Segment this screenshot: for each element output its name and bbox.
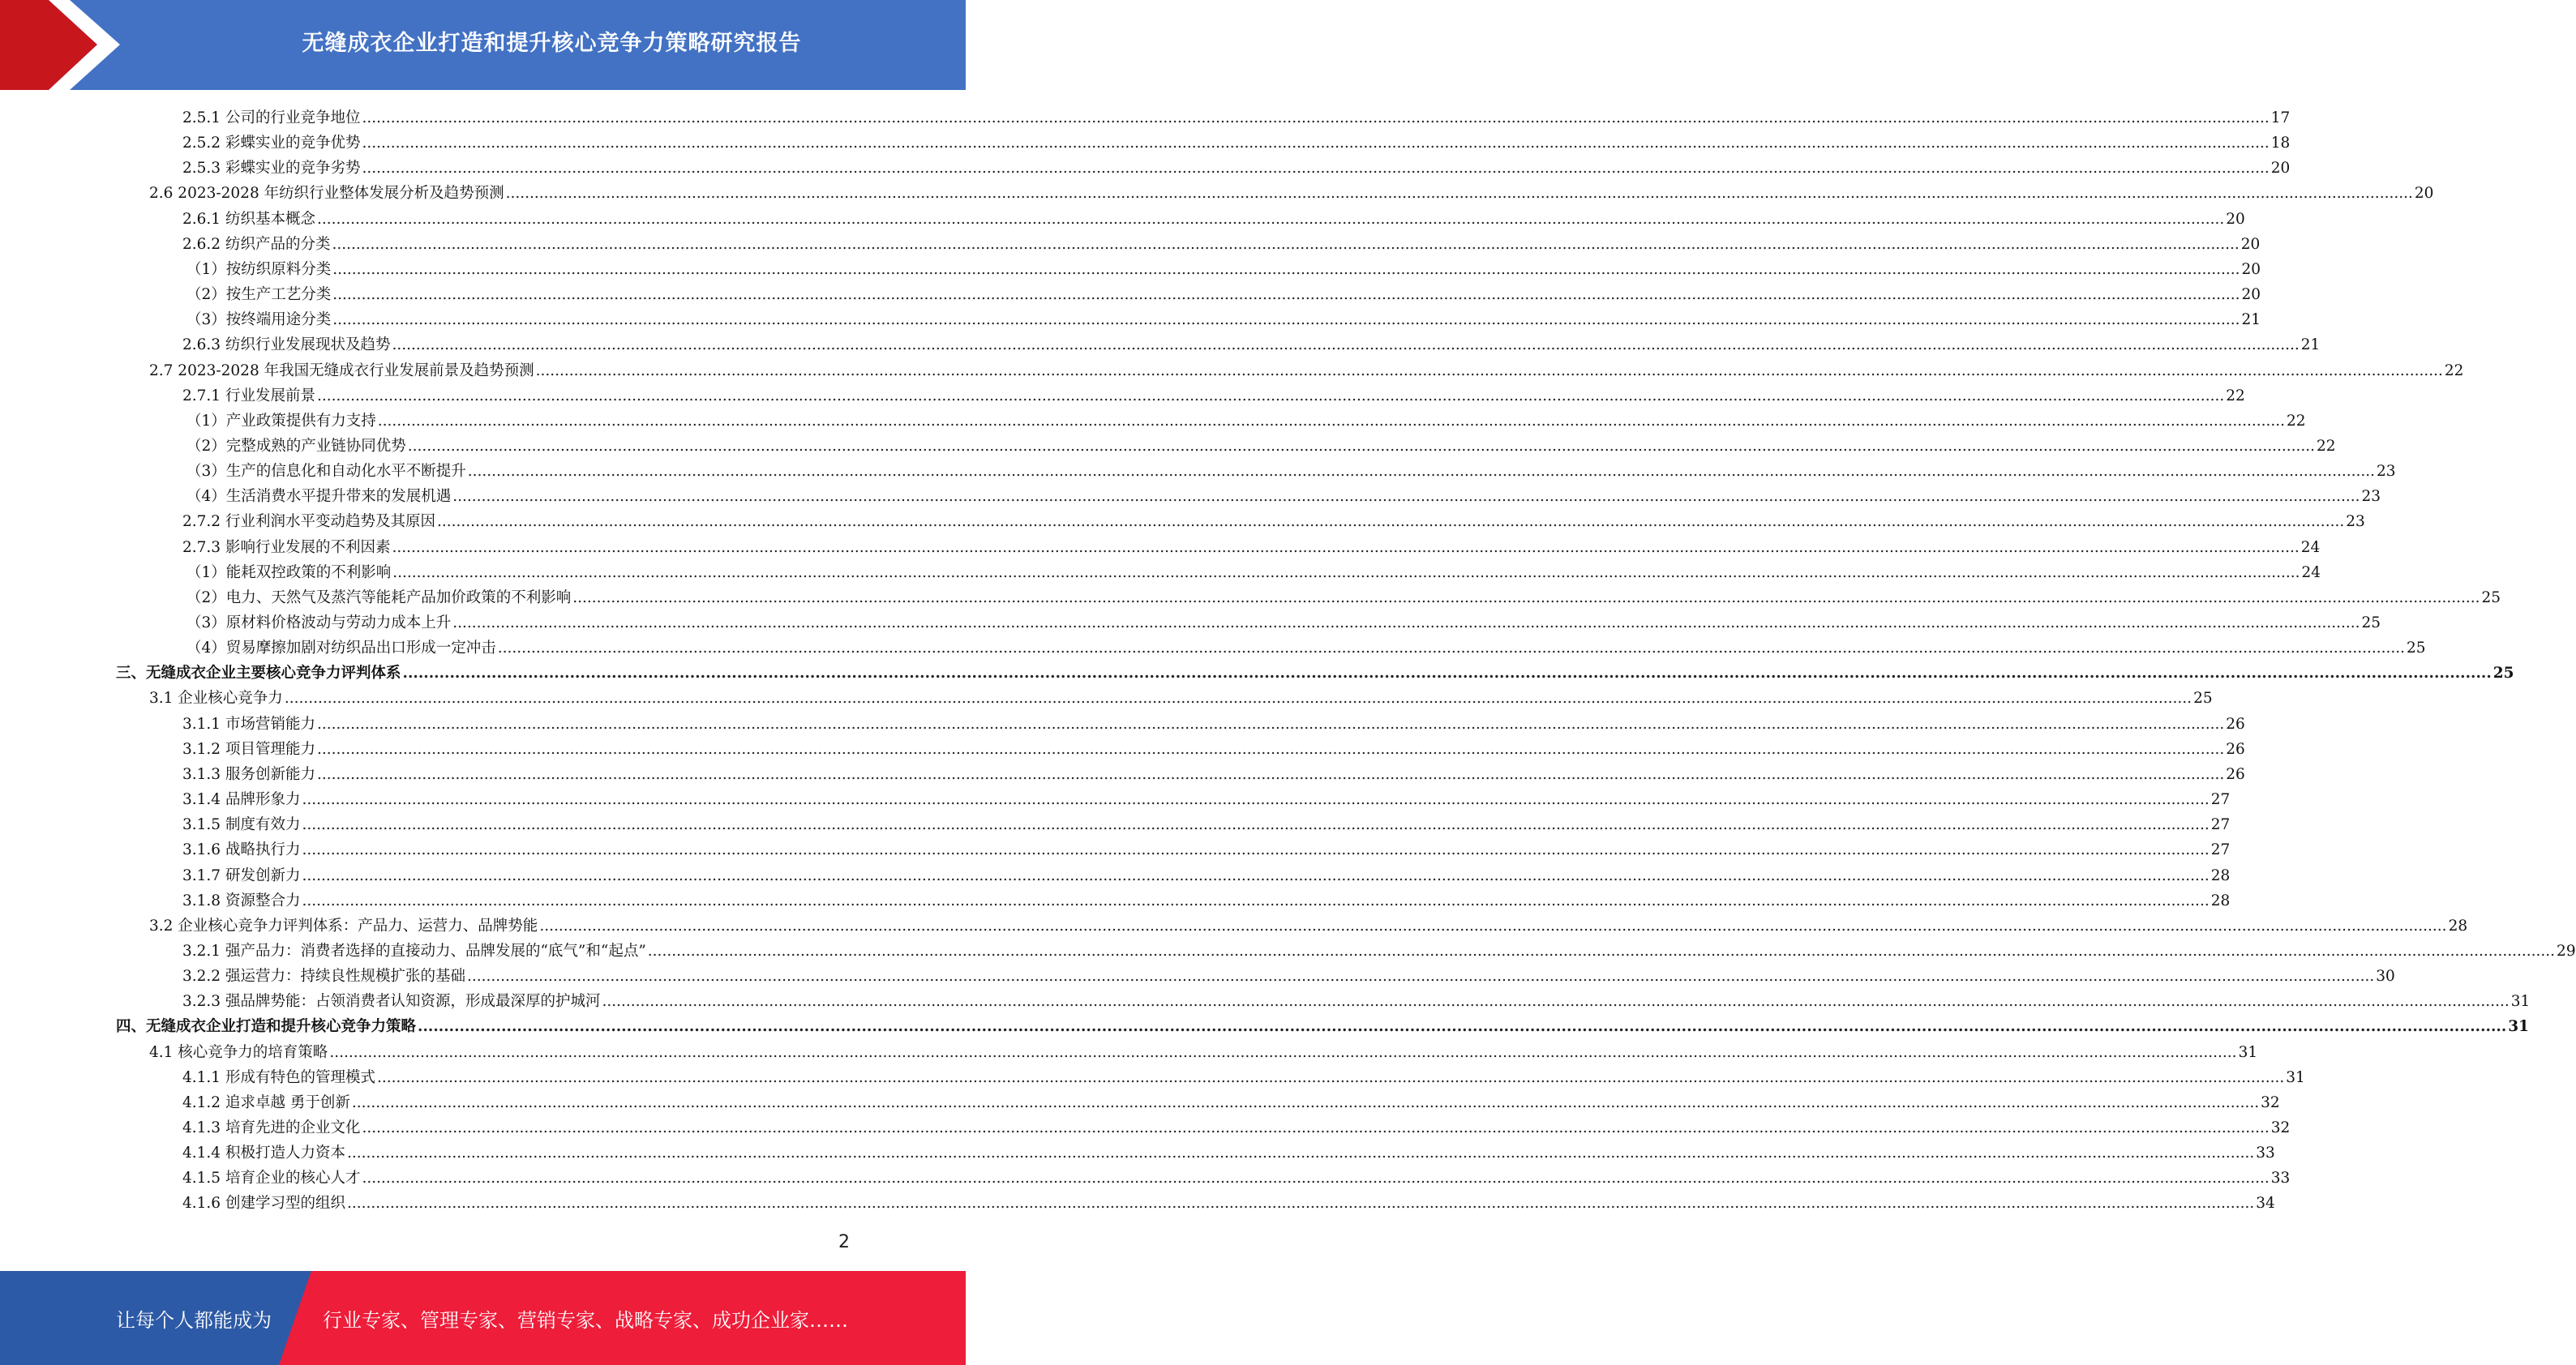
toc-entry-leader: ................................................................................................................................................................................................................................................................................................................................................................................................................ <box>302 892 2210 909</box>
toc-entry-page: 22 <box>2226 387 2245 404</box>
toc-entry-label: 3.2.1 强产品力：消费者选择的直接动力、品牌发展的“底气”和“起点” <box>182 942 646 960</box>
toc-entry-page: 22 <box>2287 412 2306 430</box>
toc-entry-label: 3.1.3 服务创新能力 <box>182 765 315 783</box>
toc-entry-label: 3.2 企业核心竞争力评判体系：产品力、运营力、品牌势能 <box>149 917 538 935</box>
toc-entry[interactable] <box>182 886 2231 911</box>
toc-entry-page: 28 <box>2210 866 2231 884</box>
toc-entry[interactable] <box>149 683 2213 708</box>
toc-entry-leader: ................................................................................................................................................................................................................................................................................................................................................................................................................ <box>362 1170 2270 1187</box>
toc-entry-page: 31 <box>2508 1018 2530 1036</box>
toc-entry-page: 23 <box>2361 488 2381 506</box>
toc-entry-page: 27 <box>2210 841 2231 859</box>
toc-entry-leader: ................................................................................................................................................................................................................................................................................................................................................................................................................ <box>466 968 2375 986</box>
toc-entry-label: 3.1.6 战略执行力 <box>182 841 301 859</box>
toc-entry-label: 3.1.7 研发创新力 <box>182 866 301 884</box>
toc-entry[interactable] <box>182 1063 2305 1088</box>
toc-entry[interactable] <box>182 709 2245 734</box>
toc-entry[interactable] <box>116 658 2514 683</box>
toc-entry-leader: ................................................................................................................................................................................................................................................................................................................................................................................................................ <box>302 816 2210 834</box>
toc-entry-page: 22 <box>2317 437 2336 455</box>
toc-entry-page: 20 <box>2241 260 2261 278</box>
toc-entry[interactable] <box>182 835 2231 860</box>
toc-entry-leader: ................................................................................................................................................................................................................................................................................................................................................................................................................ <box>362 160 2270 178</box>
toc-entry-page: 31 <box>2510 993 2531 1011</box>
toc-entry[interactable] <box>149 356 2464 381</box>
toc-entry[interactable] <box>149 1038 2258 1063</box>
toc-entry-label: 3.1.5 制度有效力 <box>182 816 301 834</box>
toc-entry-page: 25 <box>2481 588 2501 606</box>
toc-entry[interactable] <box>186 633 2426 658</box>
toc-entry-leader: ................................................................................................................................................................................................................................................................................................................................................................................................................ <box>572 588 2480 606</box>
toc-entry[interactable] <box>116 1012 2530 1037</box>
toc-entry-label: （4）贸易摩擦加剧对纺织品出口形成一定冲击 <box>186 640 496 657</box>
page-footer <box>0 1271 966 1365</box>
toc-entry-label: 三、无缝成衣企业主要核心竞争力评判体系 <box>116 665 401 682</box>
toc-entry-leader: ................................................................................................................................................................................................................................................................................................................................................................................................................ <box>316 765 2225 783</box>
toc-entry-leader: ................................................................................................................................................................................................................................................................................................................................................................................................................ <box>377 412 2286 430</box>
toc-entry-page: 28 <box>2448 917 2468 935</box>
toc-entry-page: 20 <box>2414 185 2434 203</box>
toc-entry-page: 24 <box>2301 563 2321 581</box>
toc-entry-page: 20 <box>2226 210 2245 228</box>
toc-entry-label: 4.1.4 积极打造人力资本 <box>182 1145 345 1162</box>
toc-entry-label: （3）生产的信息化和自动化水平不断提升 <box>186 463 466 481</box>
toc-entry-page: 26 <box>2226 740 2245 758</box>
toc-entry-leader: ................................................................................................................................................................................................................................................................................................................................................................................................................ <box>329 1043 2237 1061</box>
toc-entry-page: 29 <box>2557 942 2576 960</box>
toc-entry-leader: ................................................................................................................................................................................................................................................................................................................................................................................................................ <box>392 538 2300 556</box>
toc-entry-page: 26 <box>2226 765 2245 783</box>
toc-entry-leader: ................................................................................................................................................................................................................................................................................................................................................................................................................ <box>392 336 2300 354</box>
toc-entry-label: 4.1.5 培育企业的核心人才 <box>182 1170 361 1187</box>
toc-entry-page: 27 <box>2210 816 2231 834</box>
toc-entry-page: 20 <box>2270 160 2291 178</box>
toc-entry-label: （2）电力、天然气及蒸汽等能耗产品加价政策的不利影响 <box>186 588 572 606</box>
toc-entry-label: 2.5.1 公司的行业竞争地位 <box>182 109 361 126</box>
toc-entry[interactable] <box>186 280 2261 305</box>
toc-entry[interactable] <box>186 406 2306 431</box>
toc-entry-page: 32 <box>2261 1093 2280 1111</box>
toc-entry-leader: ................................................................................................................................................................................................................................................................................................................................................................................................................ <box>332 311 2240 329</box>
toc-entry[interactable] <box>182 861 2231 886</box>
toc-entry[interactable] <box>182 153 2291 178</box>
toc-entry-label: 3.1.4 品牌形象力 <box>182 791 301 809</box>
toc-entry-label: 四、无缝成衣企业打造和提升核心竞争力策略 <box>116 1018 417 1036</box>
toc-entry-leader: ................................................................................................................................................................................................................................................................................................................................................................................................................ <box>332 260 2240 278</box>
toc-entry[interactable] <box>182 381 2245 406</box>
toc-entry-leader: ................................................................................................................................................................................................................................................................................................................................................................................................................ <box>362 135 2270 152</box>
toc-entry-label: 3.2.3 强品牌势能：占领消费者认知资源，形成最深厚的护城河 <box>182 993 601 1011</box>
toc-entry[interactable] <box>182 128 2291 153</box>
toc-entry-label: （1）按纺织原料分类 <box>186 260 332 278</box>
toc-entry-label: 2.5.2 彩蝶实业的竞争优势 <box>182 135 361 152</box>
toc-entry-leader: ................................................................................................................................................................................................................................................................................................................................................................................................................ <box>302 841 2210 859</box>
toc-entry[interactable] <box>182 1113 2291 1138</box>
toc-entry-page: 33 <box>2270 1170 2291 1187</box>
toc-entry[interactable] <box>182 961 2395 986</box>
toc-entry-label: 3.1.8 资源整合力 <box>182 892 301 909</box>
toc-entry-page: 21 <box>2241 311 2261 329</box>
toc-entry-label: 3.1.1 市场营销能力 <box>182 715 315 733</box>
toc-entry-leader: ................................................................................................................................................................................................................................................................................................................................................................................................................ <box>402 665 2492 682</box>
toc-entry-label: 3.1.2 项目管理能力 <box>182 740 315 758</box>
toc-entry-page: 25 <box>2193 690 2213 708</box>
toc-entry-leader: ................................................................................................................................................................................................................................................................................................................................................................................................................ <box>505 185 2413 203</box>
toc-entry-leader: ................................................................................................................................................................................................................................................................................................................................................................................................................ <box>346 1145 2255 1162</box>
toc-entry-leader: ................................................................................................................................................................................................................................................................................................................................................................................................................ <box>647 942 2556 960</box>
toc-entry-page: 18 <box>2270 135 2291 152</box>
toc-entry-label: （1）产业政策提供有力支持 <box>186 412 376 430</box>
toc-entry-label: 2.7.3 影响行业发展的不利因素 <box>182 538 391 556</box>
toc-entry-leader: ................................................................................................................................................................................................................................................................................................................................................................................................................ <box>467 463 2376 481</box>
toc-entry[interactable] <box>182 533 2321 558</box>
toc-entry[interactable] <box>182 1188 2275 1213</box>
toc-entry-page: 27 <box>2210 791 2231 809</box>
toc-entry-leader: ................................................................................................................................................................................................................................................................................................................................................................................................................ <box>362 1119 2270 1136</box>
toc-entry[interactable] <box>186 481 2381 507</box>
page-number: 2 <box>838 1232 850 1252</box>
toc-entry-leader: ................................................................................................................................................................................................................................................................................................................................................................................................................ <box>316 387 2225 404</box>
toc-entry-label: 2.6.1 纺织基本概念 <box>182 210 315 228</box>
toc-entry-label: 3.1 企业核心竞争力 <box>149 690 283 708</box>
toc-entry-page: 28 <box>2210 892 2231 909</box>
toc-entry-leader: ................................................................................................................................................................................................................................................................................................................................................................................................................ <box>539 917 2447 935</box>
toc-entry-page: 20 <box>2241 286 2261 304</box>
toc-entry-label: （2）按生产工艺分类 <box>186 286 332 304</box>
toc-entry-page: 25 <box>2492 665 2514 682</box>
toc-entry-label: 4.1.1 形成有特色的管理模式 <box>182 1068 375 1086</box>
toc-entry-page: 31 <box>2286 1068 2305 1086</box>
toc-entry-label: （1）能耗双控政策的不利影响 <box>186 563 392 581</box>
toc-entry-leader: ................................................................................................................................................................................................................................................................................................................................................................................................................ <box>436 513 2345 531</box>
toc-entry-label: 2.7 2023-2028 年我国无缝成衣行业发展前景及趋势预测 <box>149 362 534 379</box>
toc-entry-page: 24 <box>2300 538 2321 556</box>
toc-entry-page: 20 <box>2240 235 2261 253</box>
toc-entry[interactable] <box>186 305 2261 330</box>
toc-entry-leader: ................................................................................................................................................................................................................................................................................................................................................................................................................ <box>535 362 2443 379</box>
toc-entry-label: 2.6.2 纺织产品的分类 <box>182 235 331 253</box>
toc-entry-page: 25 <box>2407 640 2426 657</box>
toc-entry[interactable] <box>182 103 2291 128</box>
toc-entry-label: 2.7.2 行业利润水平变动趋势及其原因 <box>182 513 435 531</box>
toc-entry[interactable] <box>182 1088 2280 1113</box>
toc-entry-leader: ................................................................................................................................................................................................................................................................................................................................................................................................................ <box>362 109 2270 126</box>
toc-entry-leader: ................................................................................................................................................................................................................................................................................................................................................................................................................ <box>284 690 2192 708</box>
toc-entry-label: 4.1.6 创建学习型的组织 <box>182 1195 345 1213</box>
toc-entry-label: 2.7.1 行业发展前景 <box>182 387 315 404</box>
toc-entry[interactable] <box>182 1163 2291 1188</box>
footer-slogan-right: 行业专家、管理专家、营销专家、战略专家、成功企业家…… <box>323 1308 848 1332</box>
toc-entry-page: 22 <box>2444 362 2464 379</box>
toc-entry[interactable] <box>186 583 2501 608</box>
toc-entry-leader: ................................................................................................................................................................................................................................................................................................................................................................................................................ <box>376 1068 2285 1086</box>
toc-entry-leader: ................................................................................................................................................................................................................................................................................................................................................................................................................ <box>392 563 2300 581</box>
toc-entry[interactable] <box>186 255 2261 280</box>
toc-entry-label: 4.1.2 追求卓越 勇于创新 <box>182 1093 350 1111</box>
toc-entry-leader: ................................................................................................................................................................................................................................................................................................................................................................................................................ <box>452 614 2360 631</box>
toc-entry-page: 26 <box>2226 715 2245 733</box>
header-title: 无缝成衣企业打造和提升核心竞争力策略研究报告 <box>302 30 802 56</box>
toc-entry[interactable] <box>182 785 2231 810</box>
toc-entry-label: （3）按终端用途分类 <box>186 311 332 329</box>
toc-entry-label: 2.6 2023-2028 年纺织行业整体发展分析及趋势预测 <box>149 185 504 203</box>
toc-entry[interactable] <box>182 229 2261 255</box>
toc-entry-page: 30 <box>2376 968 2395 986</box>
toc-entry-page: 23 <box>2346 513 2365 531</box>
toc-entry[interactable] <box>182 760 2245 785</box>
toc-entry-label: 2.6.3 纺织行业发展现状及趋势 <box>182 336 391 354</box>
toc-entry-label: 2.5.3 彩蝶实业的竞争劣势 <box>182 160 361 178</box>
toc-entry-leader: ................................................................................................................................................................................................................................................................................................................................................................................................................ <box>602 993 2510 1011</box>
toc-entry-leader: ................................................................................................................................................................................................................................................................................................................................................................................................................ <box>497 640 2406 657</box>
toc-entry-leader: ................................................................................................................................................................................................................................................................................................................................................................................................................ <box>316 740 2225 758</box>
toc-entry-label: （3）原材料价格波动与劳动力成本上升 <box>186 614 452 631</box>
toc-entry-leader: ................................................................................................................................................................................................................................................................................................................................................................................................................ <box>351 1093 2260 1111</box>
toc-entry-page: 25 <box>2361 614 2381 631</box>
toc-entry[interactable] <box>182 986 2531 1012</box>
toc-entry-leader: ................................................................................................................................................................................................................................................................................................................................................................................................................ <box>332 235 2240 253</box>
toc-entry[interactable] <box>186 456 2396 481</box>
toc-entry-page: 17 <box>2270 109 2291 126</box>
toc-entry[interactable] <box>149 911 2468 936</box>
toc-entry-page: 33 <box>2256 1145 2275 1162</box>
toc-entry-leader: ................................................................................................................................................................................................................................................................................................................................................................................................................ <box>316 715 2225 733</box>
toc-entry-page: 32 <box>2270 1119 2291 1136</box>
toc-entry[interactable] <box>186 431 2336 456</box>
toc-entry-page: 21 <box>2300 336 2321 354</box>
toc-entry-page: 34 <box>2256 1195 2275 1213</box>
toc-entry-leader: ................................................................................................................................................................................................................................................................................................................................................................................................................ <box>346 1195 2255 1213</box>
toc-entry-leader: ................................................................................................................................................................................................................................................................................................................................................................................................................ <box>302 866 2210 884</box>
toc-entry-label: （2）完整成熟的产业链协同优势 <box>186 437 406 455</box>
toc-entry[interactable] <box>182 734 2245 760</box>
toc-entry-leader: ................................................................................................................................................................................................................................................................................................................................................................................................................ <box>418 1018 2507 1036</box>
toc-entry[interactable] <box>149 178 2434 203</box>
toc-entry[interactable] <box>182 810 2231 835</box>
toc-entry-label: （4）生活消费水平提升带来的发展机遇 <box>186 488 452 506</box>
toc-entry[interactable] <box>186 608 2381 633</box>
toc-entry[interactable] <box>182 936 2576 961</box>
toc-entry[interactable] <box>186 558 2321 583</box>
page-header <box>0 0 966 90</box>
toc-entry[interactable] <box>182 204 2245 229</box>
footer-slogan-left: 让每个人都能成为 <box>116 1308 272 1332</box>
toc-entry-leader: ................................................................................................................................................................................................................................................................................................................................................................................................................ <box>332 286 2240 304</box>
toc-entry-page: 31 <box>2238 1043 2258 1061</box>
toc-entry[interactable] <box>182 507 2365 532</box>
toc-entry-leader: ................................................................................................................................................................................................................................................................................................................................................................................................................ <box>302 791 2210 809</box>
toc-entry-label: 4.1.3 培育先进的企业文化 <box>182 1119 361 1136</box>
toc-entry[interactable] <box>182 330 2321 355</box>
toc-entry[interactable] <box>182 1138 2275 1163</box>
toc-entry-label: 4.1 核心竞争力的培育策略 <box>149 1043 328 1061</box>
toc-entry-leader: ................................................................................................................................................................................................................................................................................................................................................................................................................ <box>407 437 2316 455</box>
toc-entry-label: 3.2.2 强运营力：持续良性规模扩张的基础 <box>182 968 465 986</box>
toc-entry-leader: ................................................................................................................................................................................................................................................................................................................................................................................................................ <box>452 488 2360 506</box>
toc-entry-leader: ................................................................................................................................................................................................................................................................................................................................................................................................................ <box>316 210 2225 228</box>
toc-entry-page: 23 <box>2377 463 2396 481</box>
